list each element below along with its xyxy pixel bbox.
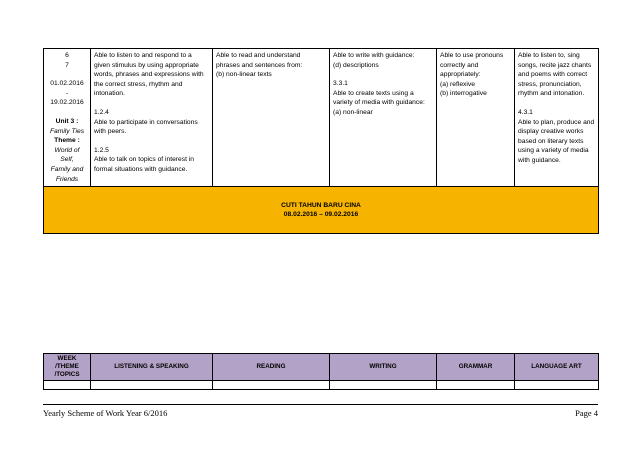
header-writing: WRITING	[330, 354, 437, 381]
standard-text: Able to read and understand phrases and sentences from:	[216, 52, 303, 69]
language-art-cell	[515, 49, 599, 187]
week-number: 6	[65, 52, 69, 59]
start-date: 01.02.2016	[50, 80, 84, 88]
writing-cell	[330, 49, 437, 187]
theme-name: World of Self,	[54, 146, 80, 164]
footer-divider	[43, 404, 598, 405]
table-header-row	[44, 354, 599, 381]
empty-cell	[515, 381, 599, 390]
unit-title: Family Ties	[49, 127, 85, 135]
holiday-title: CUTI TAHUN BARU CINA	[281, 201, 361, 209]
theme-name: Family and	[50, 165, 84, 173]
standard-text: Able to write with guidance:	[333, 52, 415, 59]
standard-text: Able to listen to and respond to a given stimulus by using appropriate words, phrases and expressions with the correct stress, rhythm and intonation.	[94, 52, 204, 98]
table-row	[44, 381, 599, 390]
next-page-table	[43, 353, 599, 390]
footer-title: Yearly Scheme of Work Year 6/2016	[43, 408, 168, 418]
standard-text: Able to create texts using a variety of media with guidance:	[333, 89, 425, 107]
grammar-cell	[437, 49, 515, 187]
holiday-dates: 08.02.2016 – 09.02.2016	[283, 211, 359, 219]
empty-cell	[330, 381, 437, 390]
standard-text: Able to use pronouns correctly and appropriately:	[440, 52, 504, 79]
empty-cell	[91, 381, 213, 390]
date-dash: -	[65, 89, 69, 97]
header-listening-speaking: LISTENING & SPEAKING	[91, 354, 213, 381]
standard-text: Able to talk on topics of interest in formal situations with guidance.	[94, 156, 194, 173]
scheme-table	[43, 48, 599, 234]
theme-label: Theme :	[54, 137, 80, 145]
header-reading: READING	[213, 354, 330, 381]
header-language-art: LANGUAGE ART	[515, 354, 599, 381]
listening-speaking-cell	[91, 49, 213, 187]
standard-text: (a) non-linear	[333, 108, 373, 116]
standard-code: 1.2.5	[94, 146, 109, 154]
empty-cell	[213, 381, 330, 390]
theme-name: Friends	[55, 175, 79, 183]
header-week-topics: WEEK /THEME /TOPICS	[44, 354, 91, 381]
standard-text: Able to listen to, sing songs, recite jazz chants and poems with correct stress, pronunciation, rhythm and intonation.	[518, 52, 592, 98]
standard-text: (b) non-linear texts	[216, 71, 272, 79]
header-grammar: GRAMMAR	[437, 354, 515, 381]
table-row	[44, 49, 599, 187]
holiday-row	[44, 187, 599, 234]
standard-text: (a) reflexive	[440, 80, 475, 88]
standard-text: Able to plan, produce and display creative works based on literary texts using a variety of media with guidance.	[518, 118, 595, 164]
end-date: 19.02.2016	[50, 99, 84, 107]
unit-label: Unit 3 :	[55, 117, 79, 125]
reading-cell	[213, 49, 330, 187]
standard-text: (b) interrogative	[440, 90, 487, 98]
standard-text: (d) descriptions	[333, 61, 379, 69]
holiday-cell	[44, 187, 599, 234]
standard-code: 1.2.4	[94, 108, 109, 116]
page-number: Page 4	[575, 408, 598, 418]
standard-text: Able to participate in conversations with peers.	[94, 118, 198, 136]
week-theme-cell	[44, 49, 91, 187]
empty-cell	[44, 381, 91, 390]
empty-cell	[437, 381, 515, 390]
standard-code: 3.3.1	[333, 80, 348, 88]
standard-code: 4.3.1	[518, 108, 533, 116]
week-number: 7	[65, 61, 69, 69]
